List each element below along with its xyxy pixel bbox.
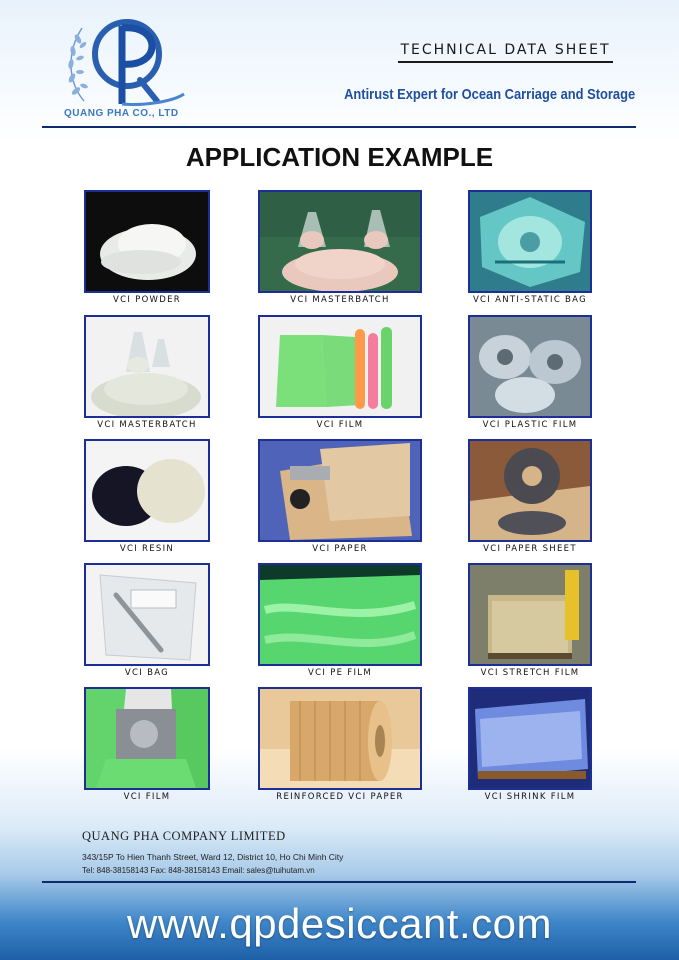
product-card [468, 315, 626, 430]
product-photo-bag [84, 563, 210, 666]
product-caption: VCI SHRINK FILM [484, 792, 576, 802]
product-card [84, 687, 242, 802]
product-caption: VCI PE FILM [308, 668, 372, 678]
product-card [258, 190, 416, 305]
product-card [84, 439, 242, 554]
document-type-title: TECHNICAL DATA SHEET [398, 42, 613, 63]
product-caption: VCI POWDER [112, 295, 181, 305]
product-photo-shrink-film [468, 687, 592, 790]
product-photo-paper [258, 439, 422, 542]
product-photo-paper-sheet [468, 439, 592, 542]
product-caption: VCI ANTI-STATIC BAG [472, 295, 588, 305]
footer-company-name: QUANG PHA COMPANY LIMITED [82, 829, 286, 843]
product-photo-wrapped-parts [468, 315, 592, 418]
product-caption: VCI MASTERBATCH [290, 295, 390, 305]
product-caption: VCI PAPER SHEET [483, 544, 577, 554]
website-url[interactable]: www.qpdesiccant.com [126, 900, 552, 947]
product-photo-pink-pellets [258, 190, 422, 293]
product-card [258, 687, 416, 802]
product-caption: VCI PLASTIC FILM [482, 420, 578, 430]
product-caption: VCI PAPER [312, 544, 368, 554]
product-photo-green-film [258, 315, 422, 418]
logo-company-text: QUANG PHA CO., LTD [64, 108, 179, 119]
product-photo-white-pellets [84, 315, 210, 418]
product-photo-pe-film [258, 563, 422, 666]
product-card [84, 190, 242, 305]
product-photo-resin [84, 439, 210, 542]
product-photo-white-powder [84, 190, 210, 293]
product-photo-stretch-film [468, 563, 592, 666]
product-caption: REINFORCED VCI PAPER [276, 792, 404, 802]
page-title: APPLICATION EXAMPLE [185, 142, 494, 172]
product-caption: VCI FILM [316, 420, 364, 430]
product-photo-green-bag [468, 190, 592, 293]
product-card [258, 315, 416, 430]
product-card [84, 563, 242, 678]
header-divider [42, 126, 636, 128]
product-photo-engine-film [84, 687, 210, 790]
product-card [468, 439, 626, 554]
product-card [84, 315, 242, 430]
product-caption: VCI FILM [123, 792, 171, 802]
footer-address: 343/15P To Hien Thanh Street, Ward 12, District 10, Ho Chi Minh City [82, 852, 344, 862]
product-caption: VCI STRETCH FILM [480, 668, 580, 678]
company-logo [62, 6, 192, 121]
footer-divider [42, 881, 636, 883]
product-card [468, 563, 626, 678]
product-card [258, 439, 416, 554]
product-caption: VCI RESIN [119, 544, 175, 554]
product-card [468, 687, 626, 802]
product-caption: VCI MASTERBATCH [97, 420, 197, 430]
company-tagline: Antirust Expert for Ocean Carriage and Storage [344, 86, 636, 103]
product-caption: VCI BAG [124, 668, 170, 678]
product-card [468, 190, 626, 305]
footer-contact: Tel: 848-38158143 Fax: 848-38158143 Email: sales@tuihutam.vn [82, 866, 315, 875]
product-card [258, 563, 416, 678]
product-photo-paper-roll [258, 687, 422, 790]
